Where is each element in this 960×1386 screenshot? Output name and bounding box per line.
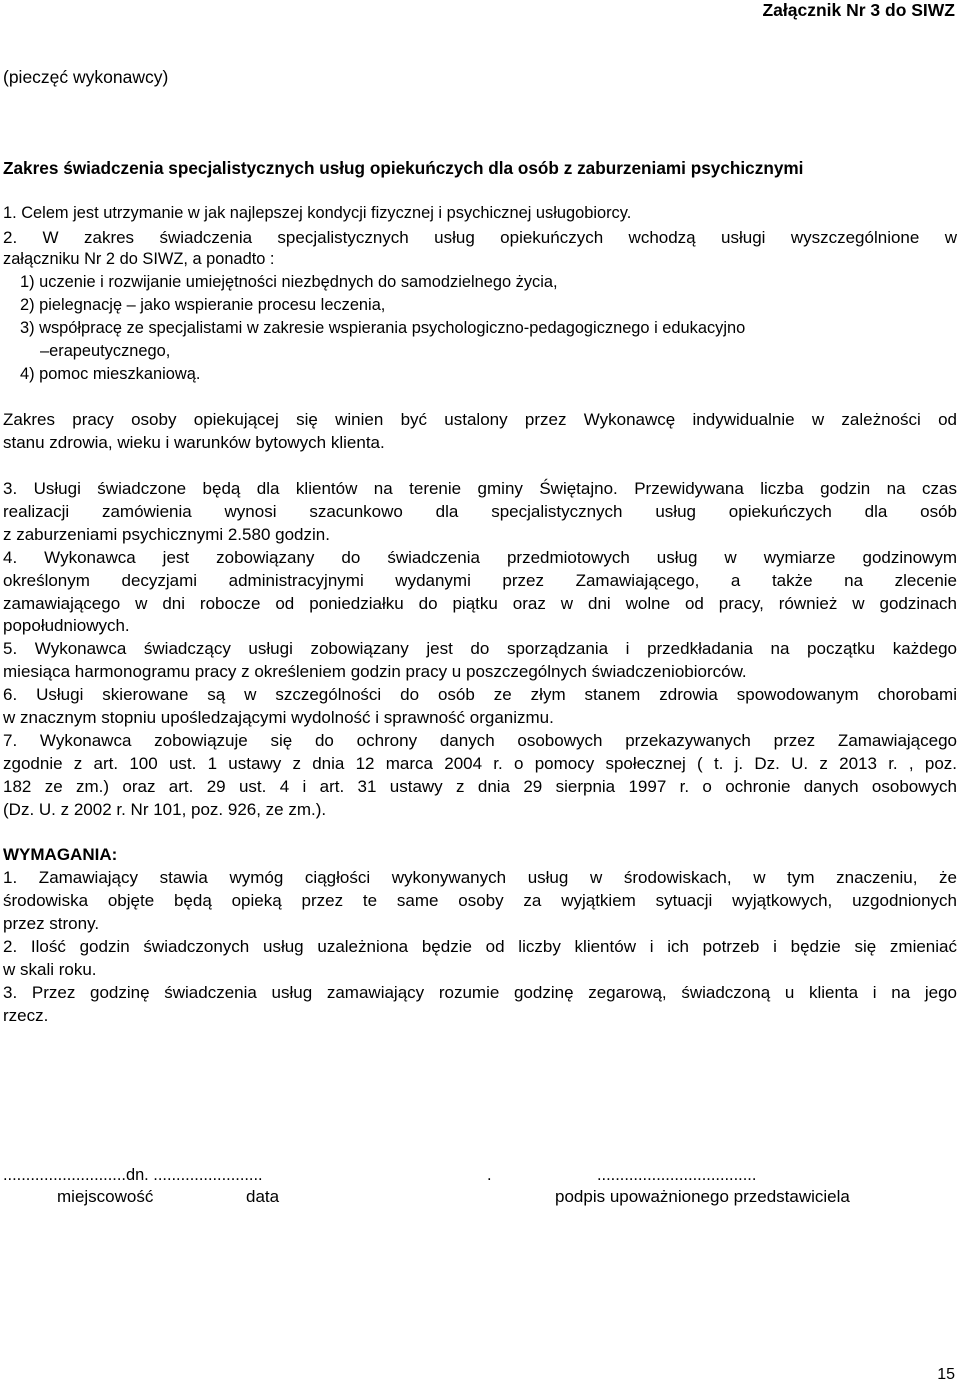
requirement-1-line-2: środowiska objęte będą opieką przez te same osoby za wyjątkiem sytuacji wyjątkowych, uzgodnionych xyxy=(3,891,957,910)
signature-label: podpis upoważnionego przedstawiciela xyxy=(555,1187,850,1206)
list-item: 1) uczenie i rozwijanie umiejętności niezbędnych do samodzielnego życia, xyxy=(20,273,558,291)
place-label: miejscowość xyxy=(57,1187,154,1206)
section-2-line-1: 2. W zakres świadczenia specjalistycznych usług opiekuńczych wchodzą usługi wyszczególnione w xyxy=(3,228,957,247)
signature-dots: ................................... xyxy=(597,1166,757,1184)
page-number: 15 xyxy=(937,1366,955,1383)
section-3-line-2: realizacji zamówienia wynosi szacunkowo dla specjalistycznych usług opiekuńczych dla osób xyxy=(3,502,957,521)
section-5-line-1: 5. Wykonawca świadczący usługi zobowiązany jest do sporządzania i przedkładania na początku każdego xyxy=(3,639,957,658)
attachment-header: Załącznik Nr 3 do SIWZ xyxy=(762,0,955,20)
section-7-line-2: zgodnie z art. 100 ust. 1 ustawy z dnia 12 marca 2004 r. o pomocy społecznej ( t. j. Dz. U. z 2013 r. , poz. xyxy=(3,754,957,773)
date-label: data xyxy=(246,1187,280,1206)
page-title: Zakres świadczenia specjalistycznych usług opiekuńczych dla osób z zaburzeniami psychicznymi xyxy=(3,158,804,178)
requirement-3-line-1: 3. Przez godzinę świadczenia usług zamawiający rozumie godzinę zegarową, świadczoną u klienta i na jego xyxy=(3,983,957,1002)
section-4-line-2: określonym decyzjami administracyjnymi wydanymi przez Zamawiającego, a także na zlecenie xyxy=(3,571,957,590)
section-6-line-2: w znacznym stopniu upośledzającymi wydolność i sprawność organizmu. xyxy=(3,708,554,727)
place-date-dots: ...........................dn. ........................ xyxy=(3,1166,263,1184)
section-1: 1. Celem jest utrzymanie w jak najlepszej kondycji fizycznej i psychicznej usługobiorcy. xyxy=(3,204,632,222)
scope-paragraph-line-2: stanu zdrowia, wieku i warunków bytowych klienta. xyxy=(3,433,385,452)
requirement-1-line-1: 1. Zamawiający stawia wymóg ciągłości wykonywanych usług w środowiskach, w tym znaczeniu, że xyxy=(3,868,957,887)
scope-paragraph-line-1: Zakres pracy osoby opiekującej się winien być ustalony przez Wykonawcę indywidualnie w zależności od xyxy=(3,410,957,429)
section-7-line-3: 182 ze zm.) oraz art. 29 ust. 4 i art. 31 ustawy z dnia 29 sierpnia 1997 r. o ochronie danych osobowych xyxy=(3,777,957,796)
requirements-heading: WYMAGANIA: xyxy=(3,845,118,864)
requirement-1-line-3: przez strony. xyxy=(3,914,100,933)
section-4-line-3: zamawiającego w dni robocze od poniedziałku do piątku oraz w dni wolne od pracy, również w godzinach xyxy=(3,594,957,613)
section-6-line-1: 6. Usługi skierowane są w szczególności do osób ze złym stanem zdrowia spowodowanym chorobami xyxy=(3,685,957,704)
signature-dot-mid: . xyxy=(487,1166,492,1184)
requirement-3-line-2: rzecz. xyxy=(3,1006,49,1025)
list-item: 2) pielegnację – jako wspieranie procesu leczenia, xyxy=(20,296,386,314)
section-3-line-3: z zaburzeniami psychicznymi 2.580 godzin. xyxy=(3,525,330,544)
section-7-line-1: 7. Wykonawca zobowiązuje się do ochrony danych osobowych przekazywanych przez Zamawiającego xyxy=(3,731,957,750)
list-item: 3) współpracę ze specjalistami w zakresie wspierania psychologiczno-pedagogicznego i edukacyjno xyxy=(20,319,746,337)
section-4-line-1: 4. Wykonawca jest zobowiązany do świadczenia przedmiotowych usług w wymiarze godzinowym xyxy=(3,548,957,567)
section-7-line-4: (Dz. U. z 2002 r. Nr 101, poz. 926, ze zm.). xyxy=(3,800,327,819)
list-item: 4) pomoc mieszkaniową. xyxy=(20,365,201,383)
stamp-label: (pieczęć wykonawcy) xyxy=(3,67,169,87)
section-3-line-1: 3. Usługi świadczone będą dla klientów na terenie gminy Świętajno. Przewidywana liczba godzin na czas xyxy=(3,479,957,498)
section-2-line-2: załączniku Nr 2 do SIWZ, a ponadto : xyxy=(3,250,275,268)
requirement-2-line-2: w skali roku. xyxy=(3,960,97,979)
section-5-line-2: miesiąca harmonogramu pracy z określeniem godzin pracy u poszczególnych świadczeniobiorców. xyxy=(3,662,747,681)
requirement-2-line-1: 2. Ilość godzin świadczonych usług uzależniona będzie od liczby klientów i ich potrzeb i będzie się zmieniać xyxy=(3,937,957,956)
section-4-line-4: popołudniowych. xyxy=(3,616,130,635)
list-item-continuation: –erapeutycznego, xyxy=(40,342,171,360)
